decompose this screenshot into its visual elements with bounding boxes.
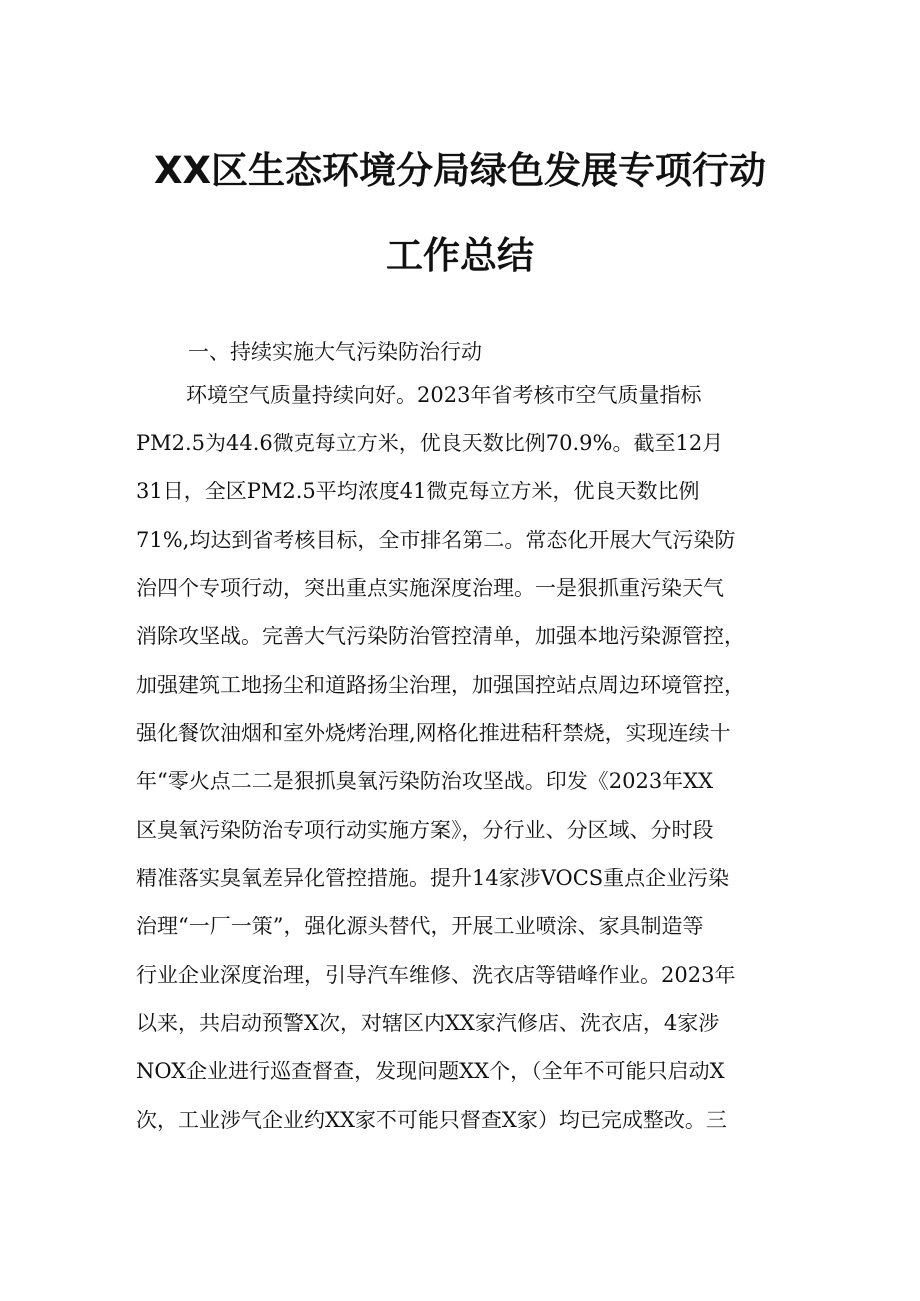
paragraph-line: 行业企业深度治理，引导汽车维修、洗衣店等错峰作业。2023年 bbox=[136, 965, 736, 986]
paragraph-line: 年“零火点二二是狠抓臭氧污染防治攻坚战。印发《2023年XX bbox=[136, 771, 714, 792]
paragraph-line: 治理“一厂一策”，强化源头替代，开展工业喷涂、家具制造等 bbox=[136, 916, 704, 937]
paragraph-line: 区臭氧污染防治专项行动实施方案》，分行业、分区域、分时段 bbox=[136, 820, 714, 841]
paragraph-line: 加强建筑工地扬尘和道路扬尘治理，加强国控站点周边环境管控， bbox=[136, 675, 745, 696]
paragraph-line: 治四个专项行动，突出重点实施深度治理。一是狠抓重污染天气 bbox=[136, 578, 724, 599]
paragraph-line: NOX企业进行巡查督查，发现问题XX个，（全年不可能只启动X bbox=[136, 1061, 725, 1082]
section-heading: 一、持续实施大气污染防治行动 bbox=[188, 340, 482, 364]
paragraph-line: 次，工业涉气企业约XX家不可能只督查X家）均已完成整改。三 bbox=[136, 1110, 727, 1131]
paragraph-line: PM2.5为44.6微克每立方米，优良天数比例70.9%。截至12月 bbox=[136, 433, 724, 454]
document-title-line-1: XX区生态环境分局绿色发展专项行动 bbox=[153, 149, 767, 192]
document-title-line-2: 工作总结 bbox=[386, 234, 534, 277]
paragraph-line: 消除攻坚战。完善大气污染防治管控清单，加强本地污染源管控， bbox=[136, 626, 745, 647]
paragraph-line: 71%,均达到省考核目标，全市排名第二。常态化开展大气污染防 bbox=[136, 530, 736, 551]
paragraph-line: 精准落实臭氧差异化管控措施。提升14家涉VOCS重点企业污染 bbox=[136, 868, 730, 889]
paragraph-line: 强化餐饮油烟和室外烧烤治理,网格化推进秸秆禁烧，实现连续十 bbox=[136, 723, 731, 744]
paragraph-line: 31日，全区PM2.5平均浓度41微克每立方米，优良天数比例 bbox=[136, 481, 700, 502]
paragraph-line: 环境空气质量持续向好。2023年省考核市空气质量指标 bbox=[186, 385, 702, 406]
paragraph-line: 以来，共启动预警X次，对辖区内XX家汽修店、洗衣店，4家涉 bbox=[136, 1013, 720, 1034]
